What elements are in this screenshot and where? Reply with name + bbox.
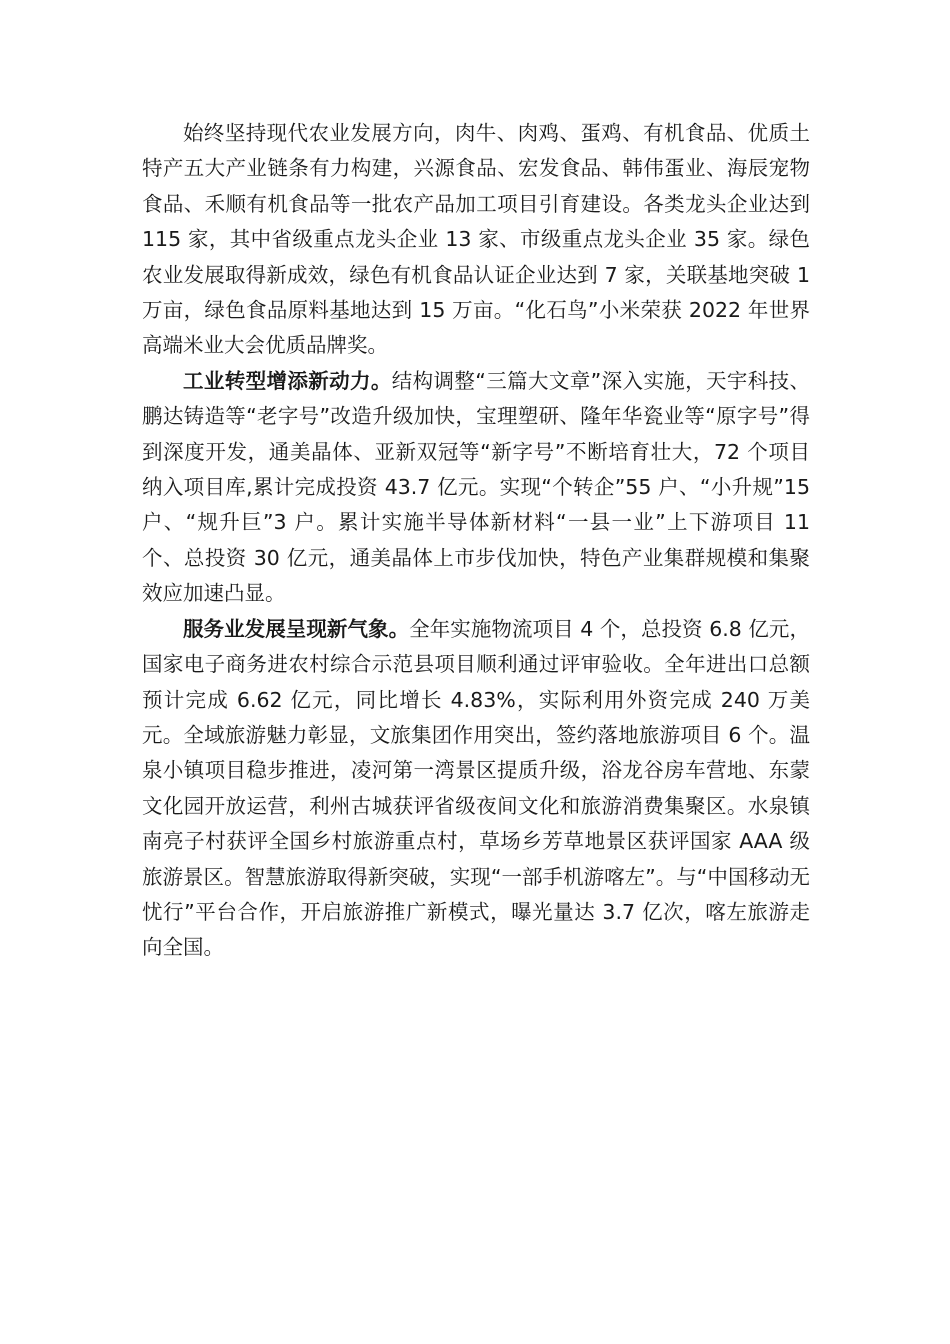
paragraph-text: 始终坚持现代农业发展方向，肉牛、肉鸡、蛋鸡、有机食品、优质土特产五大产业链条有力构建，兴源食品、宏发食品、韩伟蛋业、海辰宠物食品、禾顺有机食品等一批农产品加工项目引育建设。各类龙头企业达到 115 家，其中省级重点龙头企业 13 家、市级重点龙头企业 35 家。绿色农业发展取得新成效，绿色有机食品认证企业达到 7 家，关联基地突破 1 万亩，绿色食品原料基地达到 15 万亩。“化石鸟”小米荣获 2022 年世界高端米业大会优质品牌奖。 (142, 121, 810, 358)
paragraph-text: 全年实施物流项目 4 个，总投资 6.8 亿元，国家电子商务进农村综合示范县项目顺利通过评审验收。全年进出口总额预计完成 6.62 亿元，同比增长 4.83%，实际利用外资完成 240 万美元。全域旅游魅力彰显，文旅集团作用突出，签约落地旅游项目 6 个。温泉小镇项目稳步推进，凌河第一湾景区提质升级，浴龙谷房车营地、东蒙文化园开放运营，利州古城获评省级夜间文化和旅游消费集聚区。水泉镇南亮子村获评全国乡村旅游重点村，草场乡芳草地景区获评国家 AAA 级旅游景区。智慧旅游取得新突破，实现“一部手机游喀左”。与“中国移动无忧行”平台合作，开启旅游推广新模式，曝光量达 3.7 亿次，喀左旅游走向全国。 (142, 616, 810, 960)
paragraph-lead-services: 服务业发展呈现新气象。 (183, 616, 410, 641)
document-body (142, 116, 810, 966)
paragraph-industry (142, 364, 810, 612)
paragraph-lead-industry: 工业转型增添新动力。 (183, 368, 392, 393)
paragraph-agriculture (142, 116, 810, 364)
paragraph-services (142, 612, 810, 966)
paragraph-text: 结构调整“三篇大文章”深入实施，天宇科技、鹏达铸造等“老字号”改造升级加快，宝理塑研、隆年华瓷业等“原字号”得到深度开发，通美晶体、亚新双冠等“新字号”不断培育壮大，72 个项目纳入项目库,累计完成投资 43.7 亿元。实现“个转企”55 户、“小升规”15 户、“规升巨”3 户。累计实施半导体新材料“一县一业”上下游项目 11 个、总投资 30 亿元，通美晶体上市步伐加快，特色产业集群规模和集聚效应加速凸显。 (142, 368, 810, 606)
